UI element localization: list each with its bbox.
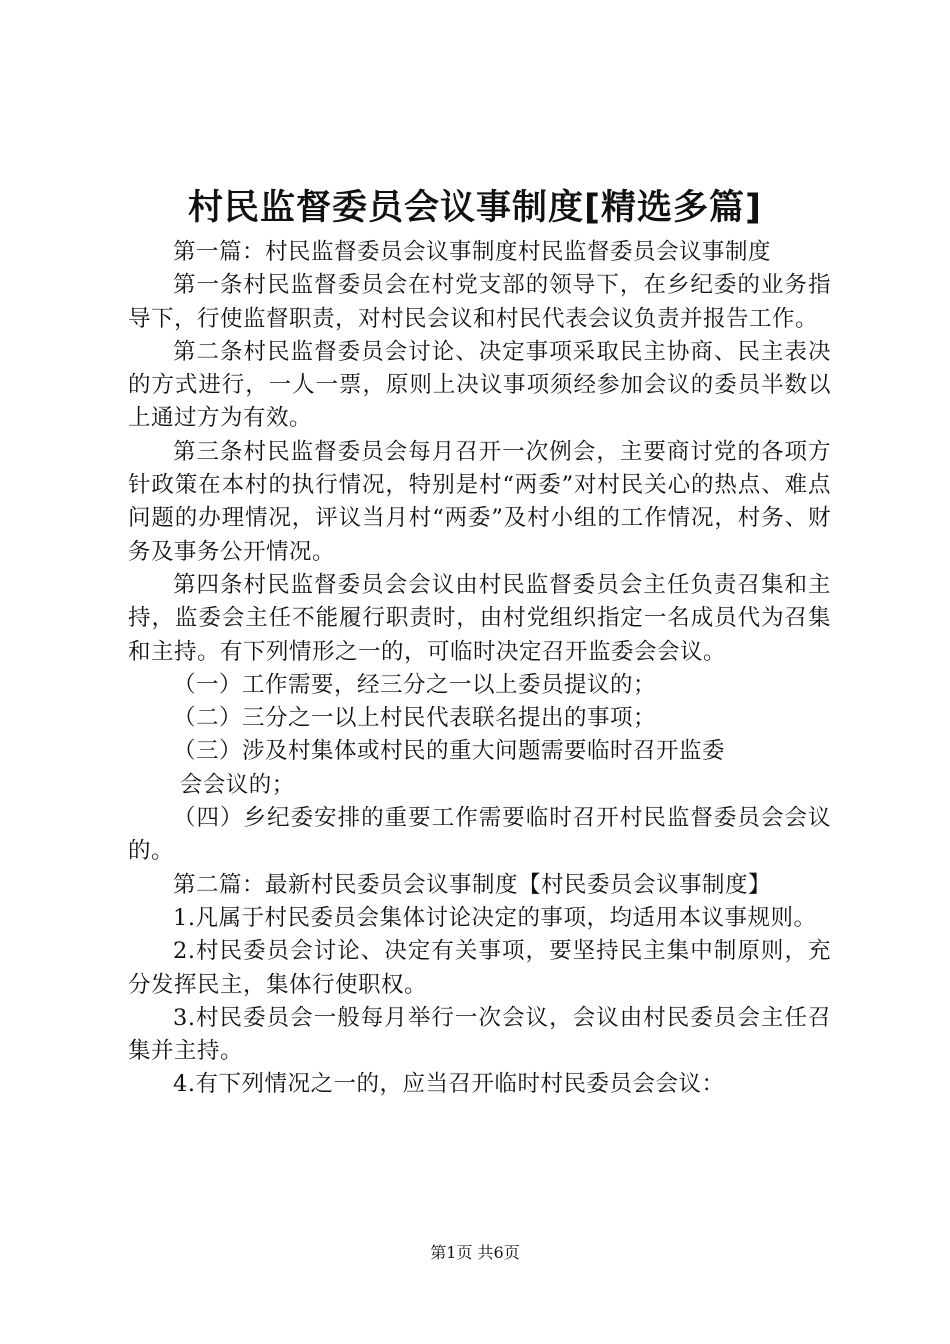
- list-item: （四）乡纪委安排的重要工作需要临时召开村民监督委员会会议的。: [128, 805, 831, 865]
- paragraph: 3.村民委员会一般每月举行一次会议，会议由村民委员会主任召集并主持。: [128, 1004, 831, 1065]
- paragraph: 第四条村民监督委员会会议由村民监督委员会主任负责召集和主持，监委会主任不能履行职责时，由村党组织指定一名成员代为召集和主持。有下列情形之一的，可临时决定召开监委会会议。: [128, 571, 831, 665]
- paragraph: 1.凡属于村民委员会集体讨论决定的事项，均适用本议事规则。: [173, 904, 817, 931]
- list-item-continuation: 会会议的；: [179, 771, 295, 798]
- document-body: [128, 236, 831, 1102]
- paragraph: 第三条村民监督委员会每月召开一次例会，主要商讨党的各项方针政策在本村的执行情况，特别是村“两委”对村民关心的热点、难点问题的办理情况，评议当月村“两委”及村小组的工作情况，村务、财务及事务公开情况。: [128, 438, 831, 565]
- document-title: 村民监督委员会议事制度[精选多篇]: [188, 188, 762, 228]
- paragraph: 2.村民委员会讨论、决定有关事项，要坚持民主集中制原则，充分发挥民主，集体行使职权。: [128, 938, 831, 998]
- section-heading: 第二篇：最新村民委员会议事制度【村民委员会议事制度】: [173, 871, 772, 898]
- page-footer: 第1页 共6页: [430, 1243, 520, 1262]
- list-item: （二）三分之一以上村民代表联名提出的事项；: [173, 705, 657, 732]
- paragraph: 4.有下列情况之一的，应当召开临时村民委员会会议：: [173, 1071, 725, 1098]
- list-item: （三）涉及村集体或村民的重大问题需要临时召开监委: [173, 738, 726, 765]
- paragraph: 第二条村民监督委员会讨论、决定事项采取民主协商、民主表决的方式进行，一人一票，原则上决议事项须经参加会议的委员半数以上通过方为有效。: [128, 338, 831, 432]
- paragraph: 第一篇：村民监督委员会议事制度村民监督委员会议事制度: [173, 239, 772, 265]
- paragraph: 第一条村民监督委员会在村党支部的领导下，在乡纪委的业务指导下，行使监督职责，对村民会议和村民代表会议负责并报告工作。: [128, 272, 831, 332]
- list-item: （一）工作需要，经三分之一以上委员提议的；: [173, 671, 657, 698]
